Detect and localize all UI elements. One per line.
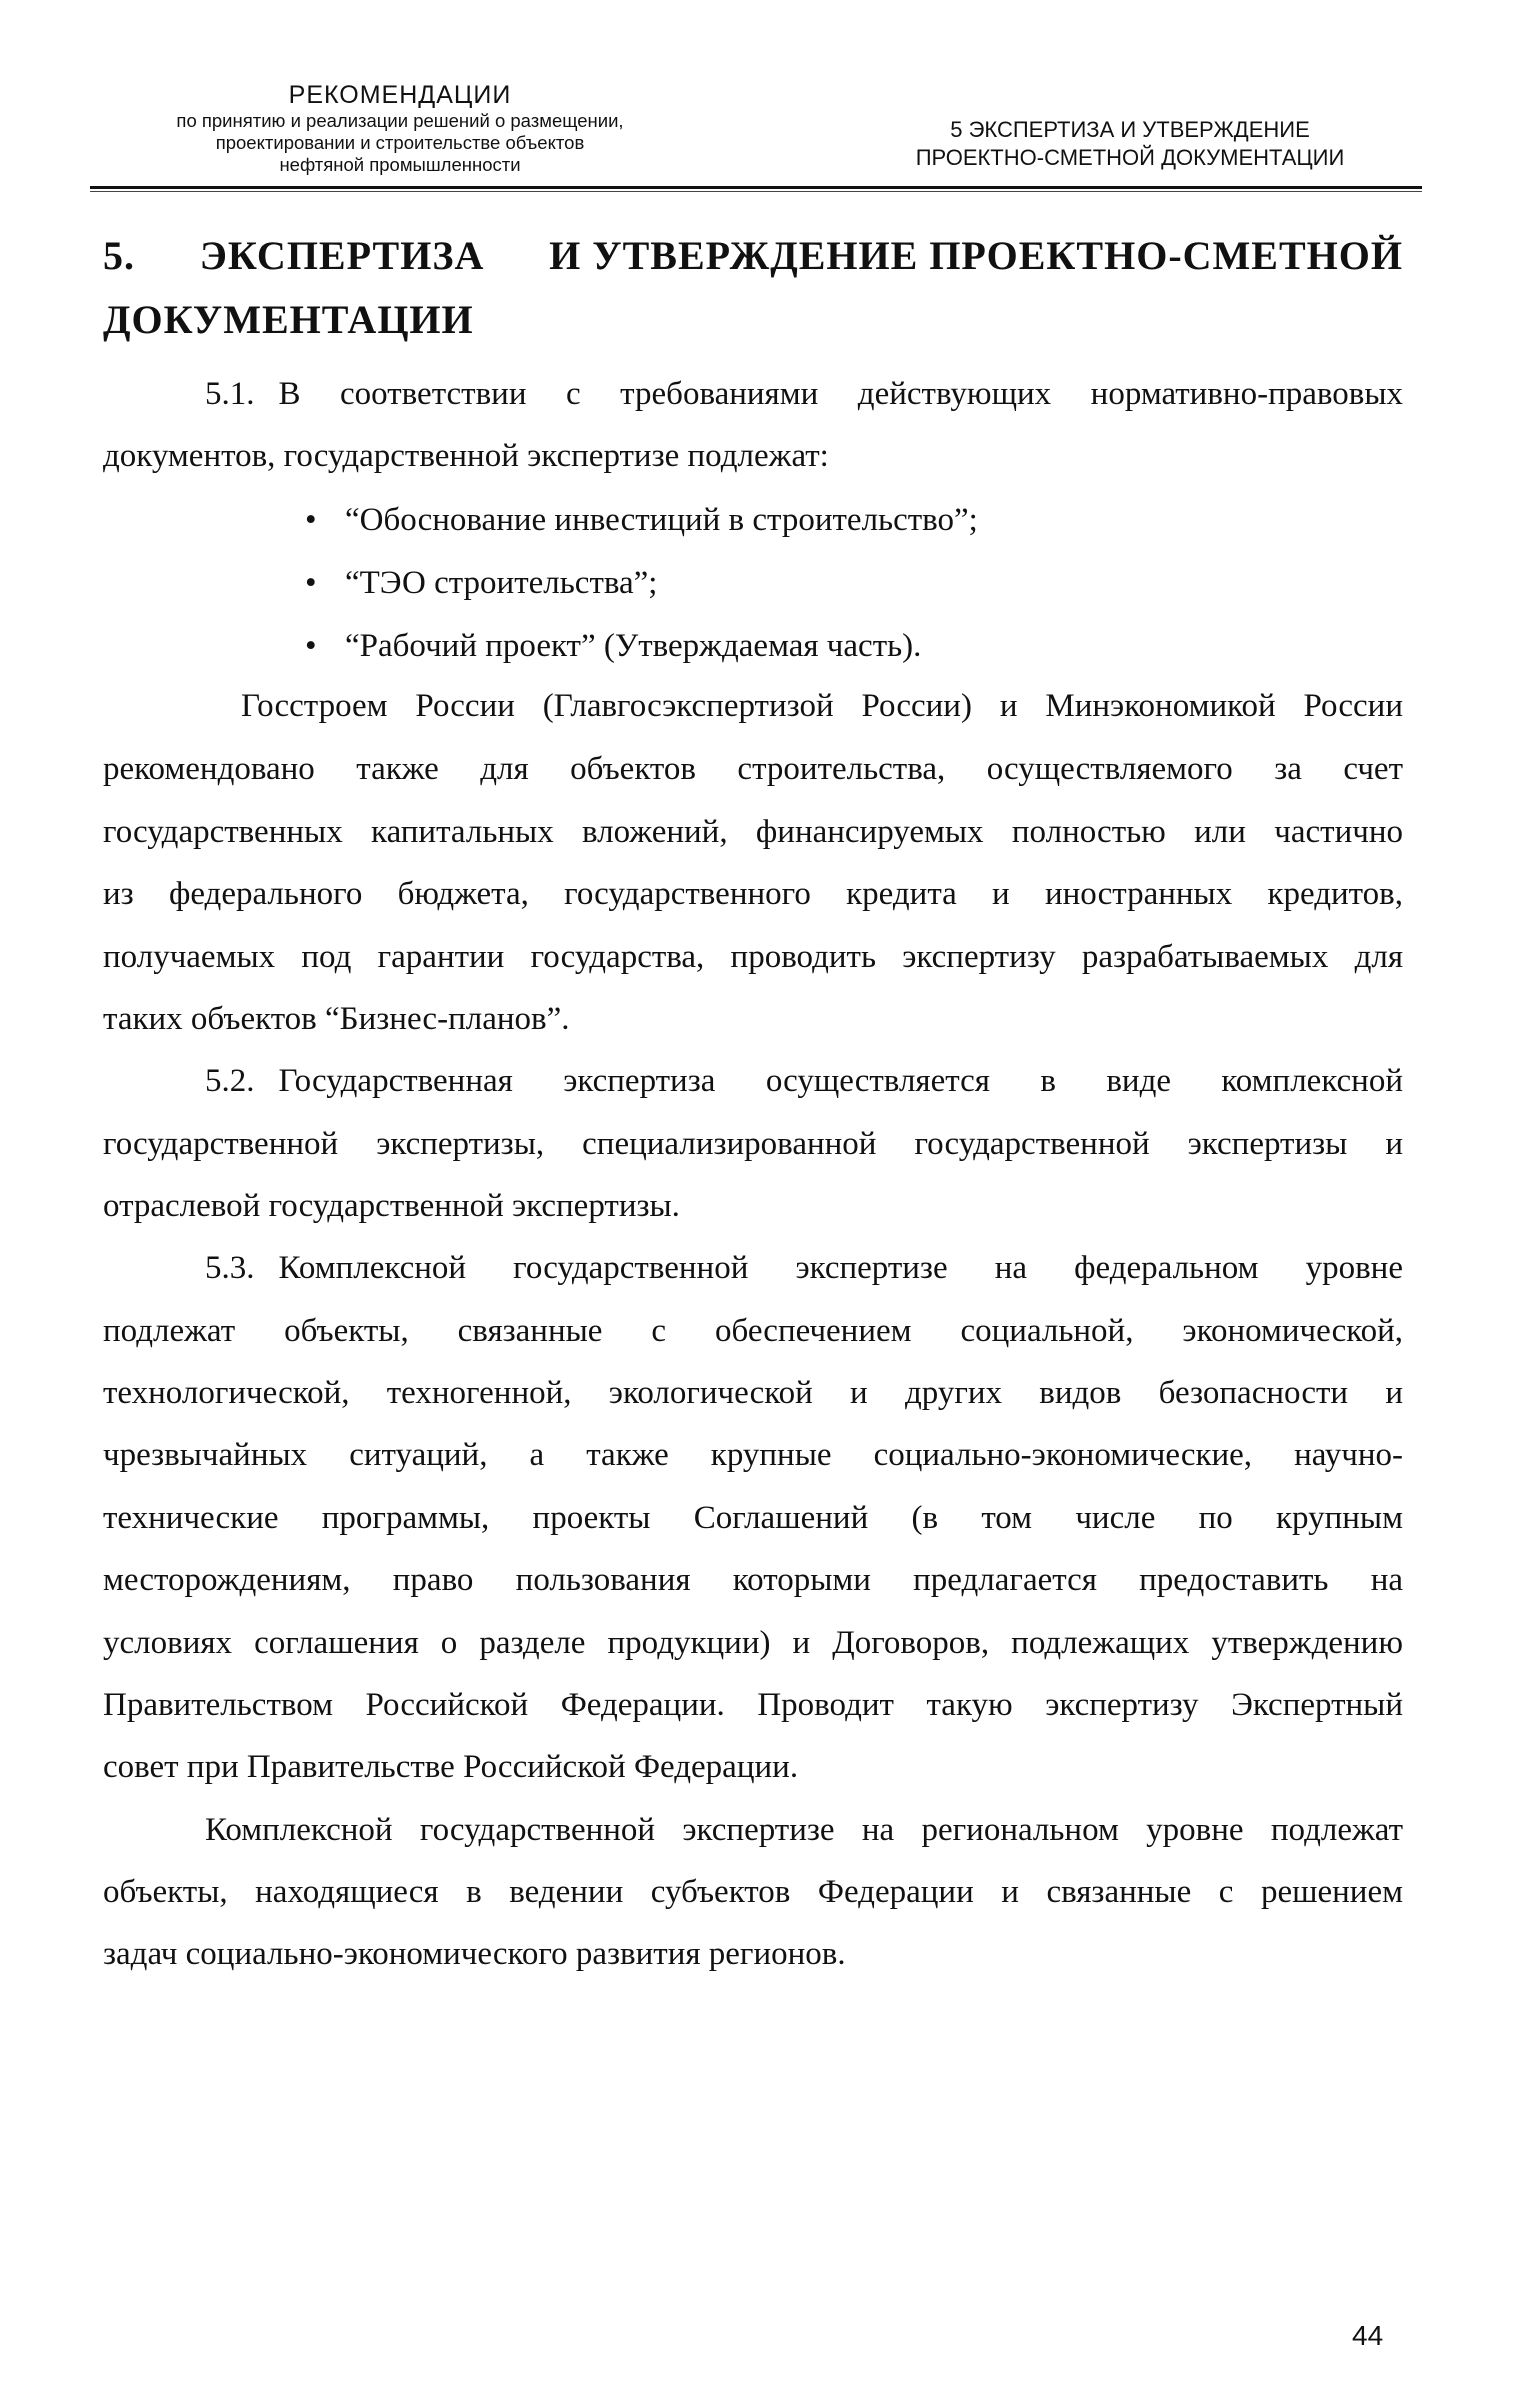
header-section-line: 5 ЭКСПЕРТИЗА И УТВЕРЖДЕНИЕ bbox=[950, 117, 1310, 142]
list-item: • “Рабочий проект” (Утверждаемая часть). bbox=[345, 628, 921, 665]
paragraph-line: совет при Правительстве Российской Федерации. bbox=[103, 1749, 799, 1785]
paragraph-line: государственных капитальных вложений, финансируемых полностью или частично bbox=[103, 814, 1403, 850]
paragraph-line: Комплексной государственной экспертизе на региональном уровне подлежат bbox=[205, 1812, 1403, 1848]
header-divider bbox=[90, 186, 1422, 189]
header-subtitle-line: по принятию и реализации решений о размещении, bbox=[176, 110, 624, 131]
paragraph-line: получаемых под гарантии государства, проводить экспертизу разрабатываемых для bbox=[103, 939, 1403, 975]
paragraph-line: задач социально-экономического развития регионов. bbox=[103, 1936, 846, 1972]
header-divider-thin bbox=[90, 191, 1422, 192]
paragraph-line: чрезвычайных ситуаций, а также крупные социально-экономические, научно- bbox=[103, 1437, 1403, 1473]
running-header-left bbox=[120, 80, 680, 177]
clause-number: 5.3. bbox=[205, 1250, 255, 1286]
header-subtitle-line: проектировании и строительстве объектов bbox=[215, 132, 585, 154]
section-number: 5. bbox=[103, 233, 135, 278]
clause-number: 5.2. bbox=[205, 1063, 255, 1099]
paragraph-line: рекомендовано также для объектов строительства, осуществляемого за счет bbox=[103, 751, 1403, 787]
paragraph-line: объекты, находящиеся в ведении субъектов Федерации и связанные с решением bbox=[103, 1874, 1403, 1910]
paragraph-line: технологической, техногенной, экологической и других видов безопасности и bbox=[103, 1375, 1403, 1411]
paragraph-line: подлежат объекты, связанные с обеспечением социальной, экономической, bbox=[103, 1313, 1403, 1349]
paragraph-line: месторождениям, право пользования которыми предлагается предоставить на bbox=[103, 1562, 1403, 1598]
list-item: • “ТЭО строительства”; bbox=[345, 565, 657, 602]
paragraph-5-1-line: документов, государственной экспертизе подлежат: bbox=[103, 438, 829, 474]
section-heading-word: ЭКСПЕРТИЗА bbox=[199, 233, 485, 278]
section-heading-word: И УТВЕРЖДЕНИЕ ПРОЕКТНО-СМЕТНОЙ bbox=[549, 233, 1403, 278]
header-title: РЕКОМЕНДАЦИИ bbox=[288, 81, 512, 109]
paragraph-line: из федерального бюджета, государственного кредита и иностранных кредитов, bbox=[103, 876, 1403, 912]
header-section-line: ПРОЕКТНО-СМЕТНОЙ ДОКУМЕНТАЦИИ bbox=[915, 144, 1345, 170]
running-header-right bbox=[860, 116, 1400, 171]
paragraph-line: отраслевой государственной экспертизы. bbox=[103, 1188, 680, 1224]
paragraph-5-1-line: 5.1. В соответствии с требованиями действующих нормативно-правовых bbox=[205, 376, 1403, 412]
list-item: • “Обоснование инвестиций в строительство”; bbox=[345, 502, 978, 539]
paragraph-5-2-line: 5.2. Государственная экспертиза осуществляется в виде комплексной bbox=[205, 1063, 1403, 1099]
clause-number: 5.1. bbox=[205, 376, 255, 412]
paragraph-5-3-line: 5.3. Комплексной государственной экспертизе на федеральном уровне bbox=[205, 1250, 1403, 1286]
section-heading-line2: ДОКУМЕНТАЦИИ bbox=[103, 297, 474, 342]
paragraph-line: условиях соглашения о разделе продукции) и Договоров, подлежащих утверждению bbox=[103, 1625, 1403, 1661]
paragraph-line: технические программы, проекты Соглашений (в том числе по крупным bbox=[103, 1500, 1403, 1536]
paragraph-line: государственной экспертизы, специализированной государственной экспертизы и bbox=[103, 1126, 1403, 1162]
section-heading bbox=[103, 232, 1403, 279]
page-number: 44 bbox=[1352, 2320, 1384, 2351]
paragraph-line: таких объектов “Бизнес-планов”. bbox=[103, 1001, 570, 1037]
header-subtitle-line: нефтяной промышленности bbox=[279, 154, 521, 176]
paragraph-line: Правительством Российской Федерации. Проводит такую экспертизу Экспертный bbox=[103, 1687, 1403, 1723]
paragraph-line: Госстроем России (Главгосэкспертизой России) и Минэкономикой России bbox=[241, 688, 1403, 724]
